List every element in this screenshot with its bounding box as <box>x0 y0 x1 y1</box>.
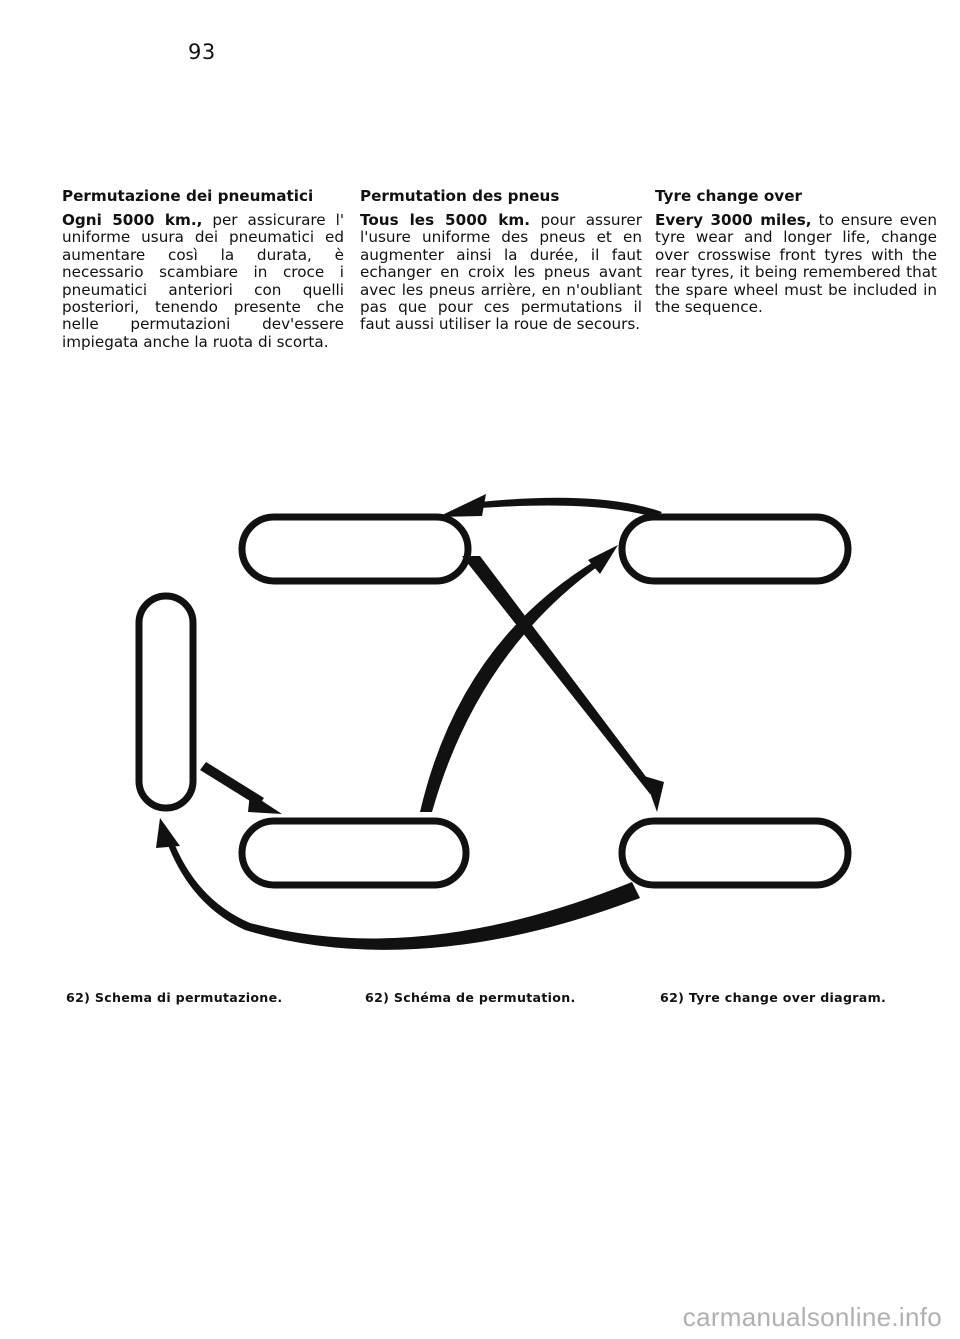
figure-caption-french: 62) Schéma de permutation. <box>365 990 576 1005</box>
tyre-rear-left <box>242 821 466 885</box>
paragraph-body: to ensure even tyre wear and longer life, change over crosswise front tyres with the rear tyres, it being remembered that the spare wheel must be included in the sequence. <box>655 211 937 317</box>
paragraph-lead: Tous les 5000 km. <box>360 211 530 229</box>
arrowhead-top <box>438 494 486 517</box>
paragraph-lead: Ogni 5000 km., <box>62 211 203 229</box>
arrowhead-spare <box>156 818 180 848</box>
column-heading: Permutation des pneus <box>360 187 560 205</box>
column-heading: Tyre change over <box>655 187 802 205</box>
arrowhead-rear-left <box>248 793 282 814</box>
arrowhead-rear-right <box>644 776 664 812</box>
tyre-front-left <box>242 517 468 581</box>
watermark: carmanualsonline.info <box>682 1302 942 1332</box>
text-column-italian <box>62 187 344 351</box>
page-number: 93 <box>188 40 216 64</box>
column-heading: Permutazione dei pneumatici <box>62 187 314 205</box>
tyre-rear-right <box>622 821 848 885</box>
figure-caption-italian: 62) Schema di permutazione. <box>66 990 283 1005</box>
figure-caption-english: 62) Tyre change over diagram. <box>660 990 887 1005</box>
tyre-spare <box>139 596 193 808</box>
text-column-french <box>360 187 642 334</box>
column-paragraph <box>62 212 344 351</box>
paragraph-body: pour assurer l'usure uniforme des pneus et en augmenter ainsi la durée, il faut echanger en croix les pneus avant avec les pneus arrière, en n'oubliant pas que pour ces permutations il faut aussi utiliser la roue de secours. <box>360 211 642 334</box>
column-paragraph <box>360 212 642 334</box>
paragraph-body: per assicurare l' uniforme usura dei pneumatici ed aumentare così la durata, è necessario scambiare in croce i pneumatici anteriori con quelli posteriori, tenendo presente che nelle permutazioni dev'essere impiegata anche la ruota di scorta. <box>62 211 344 351</box>
column-paragraph <box>655 212 937 316</box>
arrow-rear-right-to-spare <box>166 838 640 950</box>
tyre-rotation-diagram <box>0 440 960 980</box>
tyre-front-right <box>622 517 848 581</box>
text-column-english <box>655 187 937 316</box>
paragraph-lead: Every 3000 miles, <box>655 211 812 229</box>
arrow-front-right-to-front-left <box>480 498 662 518</box>
